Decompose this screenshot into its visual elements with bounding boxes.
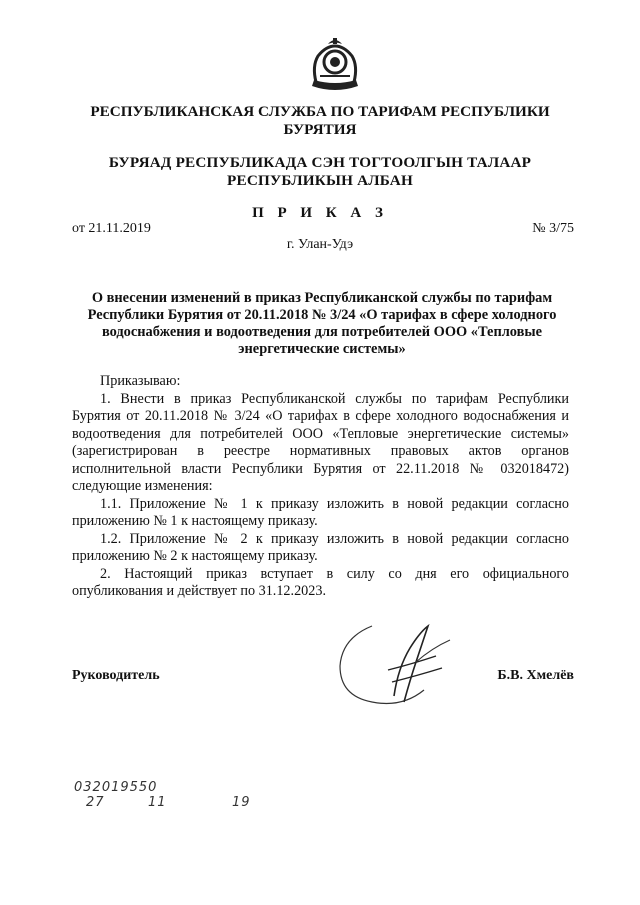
order-number: № 3/75 [532, 221, 574, 236]
order-title: П Р И К А З [252, 205, 388, 221]
order-date: от 21.11.2019 [72, 221, 151, 236]
handwritten-registration-code: 032019550 [74, 780, 158, 795]
coat-of-arms-icon [306, 36, 364, 90]
signer-name: Б.В. Хмелёв [497, 668, 574, 683]
handwritten-day: 27 [86, 795, 105, 810]
order-body [72, 373, 569, 601]
handwritten-year: 19 [232, 795, 251, 810]
order-subject: О внесении изменений в приказ Республиканской службы по тарифам Республики Бурятия от 20.11.2018 № 3/24 «О тарифах в сфере холодного водоснабжения и водоотведения для потребителей ООО «Тепловые энергетические системы» [87, 290, 557, 357]
org-name-russian: РЕСПУБЛИКАНСКАЯ СЛУЖБА ПО ТАРИФАМ РЕСПУБЛИКИ БУРЯТИЯ [90, 103, 550, 138]
body-paragraph-1-1: 1.1. Приложение № 1 к приказу изложить в новой редакции согласно приложению № 1 к настоящему приказу. [72, 495, 569, 529]
org-name-buryat: БУРЯАД РЕСПУБЛИКАДА СЭН ТОГТООЛГЫН ТАЛААР РЕСПУБЛИКЫН АЛБАН [108, 154, 532, 189]
body-paragraph-1-2: 1.2. Приложение № 2 к приказу изложить в новой редакции согласно приложению № 2 к настоящему приказу. [72, 530, 569, 564]
order-city: г. Улан-Удэ [286, 237, 354, 252]
signer-role: Руководитель [72, 668, 160, 683]
body-intro: Приказываю: [100, 373, 181, 389]
body-paragraph-1: 1. Внести в приказ Республиканской службы по тарифам Республики Бурятия от 20.11.2018 № 3/24 «О тарифах в сфере холодного водоснабжения и водоотведения для потребителей ООО «Тепловые энергетические системы» (зарегистрирован в реестре нормативных правовых актов органов исполнительной власти Республики Бурятия от 22.11.2018 № 032018472) следующие изменения: [72, 390, 569, 494]
handwritten-month: 11 [148, 795, 167, 810]
handwritten-signature [332, 618, 462, 710]
body-paragraph-2: 2. Настоящий приказ вступает в силу со дня его официального опубликования и действует по 31.12.2023. [72, 565, 569, 599]
